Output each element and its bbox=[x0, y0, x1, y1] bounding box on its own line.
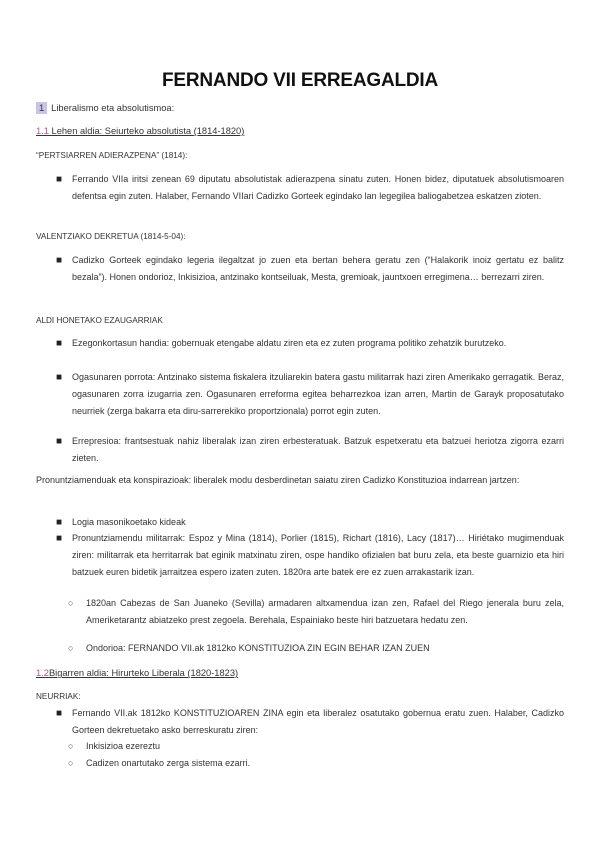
bullet-text: Fernando VII.ak 1812ko KONSTITUZIOAREN ZINA egin eta liberalez osatutako gobernua eratu zuen. Halaber, Cadizko Gorteen dekretuetako asko berreskuratu ziren: bbox=[72, 708, 564, 735]
bullet-marker: ■ bbox=[56, 174, 63, 185]
caption-valentziako: VALENTZIAKO DEKRETUA (1814-5-04): bbox=[36, 232, 186, 241]
subsection-number: 1.1 bbox=[36, 126, 49, 136]
paragraph-pronuntziamenduak: Pronuntziamenduak eta konspirazioak: liberalek modu desberdinetan saiatu ziren Cadizko Konstituzioa indarrean jartzen: bbox=[36, 475, 520, 485]
bullet-text: Cadizko Gorteek egindako legeria ilegaltzat jo zuen eta bertan behera geratu zen (“Halakorik inoiz gertatu ez balitz bezala”). Honen ondorioz, Inkisizioa, antzinako kontseiluak, Mesta, gremioak, jauntxoen erregimena… berrezarri ziren. bbox=[72, 255, 564, 282]
bullet-text: Pronuntziamendu militarrak: Espoz y Mina (1814), Porlier (1815), Richart (1816), Lacy (1817)… Hiriétako mugimenduak ziren: militarrak eta herritarrak bat eginik matxinatu ziren, ospe handiko ofizialen bat buru zela, eta beste guarnizio eta hiri batzuek euren bidetik jarraitzea espero izaten zuten. 1820ra arte batek ere ez zuen arrakastarik izan. bbox=[72, 533, 564, 577]
sub-bullet-text: Inkisizioa ezereztu bbox=[86, 741, 161, 751]
sub-bullet-marker: ○ bbox=[68, 643, 74, 653]
subsection-heading-1-2[interactable] bbox=[36, 668, 238, 678]
sub-bullet-marker: ○ bbox=[68, 598, 74, 608]
caption-neurriak: NEURRIAK: bbox=[36, 692, 81, 701]
bullet-marker: ■ bbox=[56, 436, 63, 447]
subsection-number: 1.2 bbox=[36, 668, 49, 678]
section-heading-1 bbox=[36, 102, 174, 114]
bullet-text: Ogasunaren porrota: Antzinako sistema fiskalera itzuliarekin batera gastu militarrak hazi ziren Amerikako gerragatik. Beraz, ogasunaren zorra izugarria zen. Ogasunaren erreforma egitea beharrezkoa izan arren, Martin de Garayk proposatutako neurriek (zerga bakarra eta diru-sarrerekiko proportzionala) porrot egin zuten. bbox=[72, 372, 564, 416]
subsection-heading-1-1[interactable] bbox=[36, 126, 244, 136]
section-number: 1 bbox=[36, 102, 47, 114]
caption-aldi-honetako: ALDI HONETAKO EZAUGARRIAK bbox=[36, 316, 163, 325]
bullet-marker: ■ bbox=[56, 708, 63, 719]
subsection-label: Bigarren aldia: Hirurteko Liberala (1820-1823) bbox=[48, 668, 239, 678]
bullet-text: Ezegonkortasun handia: gobernuak etengabe aldatu ziren eta ez zuten programa politiko zehatzik burutzeko. bbox=[72, 338, 507, 348]
bullet-marker: ■ bbox=[56, 255, 63, 266]
bullet-marker: ■ bbox=[56, 517, 63, 528]
bullet-marker: ■ bbox=[56, 533, 63, 544]
sub-bullet-text: Ondorioa: FERNANDO VII.ak 1812ko KONSTITUZIOA ZIN EGIN BEHAR IZAN ZUEN bbox=[86, 643, 430, 653]
bullet-text: Ferrando VIIa iritsi zenean 69 diputatu absolutistak adierazpena sinatu zuten. Honen bidez, diputatuek absolutismoaren defentsa egin zuten. Halaber, Fernando VIIari Cadizko Gorteek egindako lan legegilea baliogabetzea eskatzen zioten. bbox=[72, 174, 564, 201]
subsection-label: Lehen aldia: Seiurteko absolutista (1814-1820) bbox=[51, 126, 245, 136]
sub-bullet-text: Cadizen onartutako zerga sistema ezarri. bbox=[86, 758, 251, 768]
sub-bullet-marker: ○ bbox=[68, 758, 74, 768]
sub-bullet-text: 1820an Cabezas de San Juaneko (Sevilla) armadaren altxamendua izan zen, Rafael del Riego jenerala buru zela, Ameriketarantz abiatzeko prest zegoela. Berehala, Espainiako beste hiri batzuetara hedatu zen. bbox=[86, 598, 564, 625]
page-title: FERNANDO VII ERREAGALDIA bbox=[162, 70, 438, 91]
sub-bullet-marker: ○ bbox=[68, 741, 74, 751]
bullet-marker: ■ bbox=[56, 338, 63, 349]
bullet-text: Errepresioa: frantsestuak nahiz liberalak izan ziren erbesteratuak. Batzuk espetxeratu eta batzuei heriotza zigorra ezarri zieten. bbox=[72, 436, 564, 463]
section-label: Liberalismo eta absolutismoa: bbox=[51, 103, 175, 113]
caption-pertsiarren: “PERTSIARREN ADIERAZPENA” (1814): bbox=[36, 151, 188, 160]
bullet-marker: ■ bbox=[56, 372, 63, 383]
bullet-text: Logia masonikoetako kideak bbox=[72, 517, 186, 527]
